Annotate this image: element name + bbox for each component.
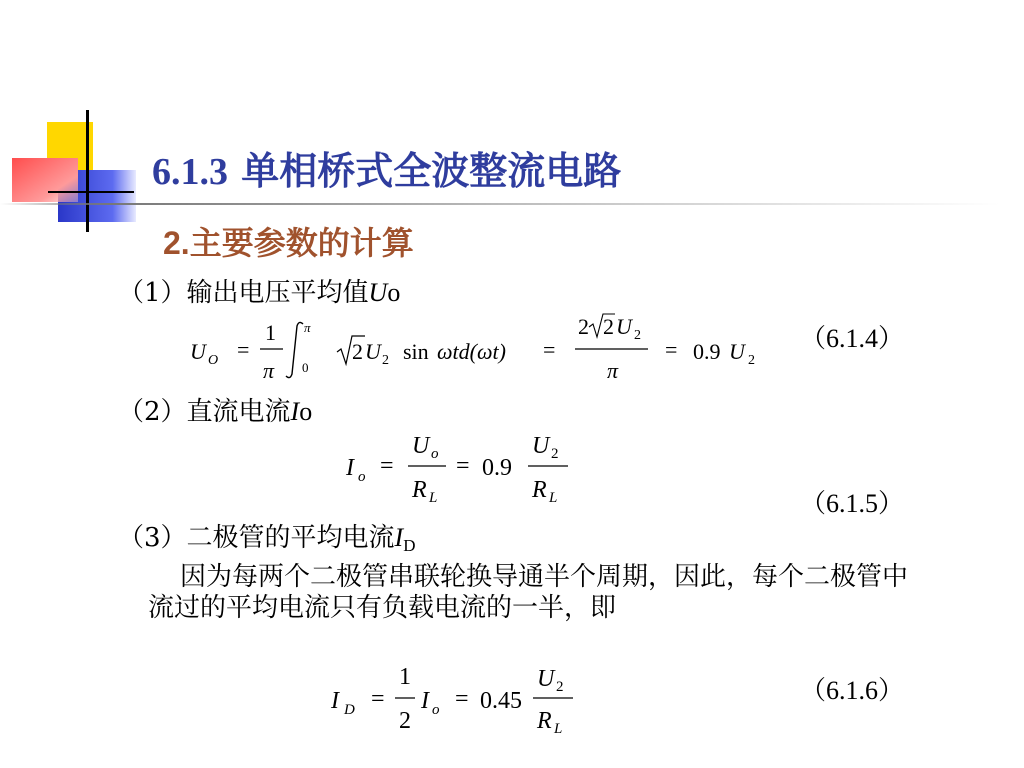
item-1-heading	[118, 278, 400, 308]
title-number: 6.1.3	[152, 151, 228, 193]
eq1-u: U	[365, 339, 381, 364]
eq1-frac-num: 1	[265, 320, 276, 345]
eq1-result-u: U	[729, 339, 745, 364]
eq2-coef: 0.9	[482, 455, 512, 481]
title-rule	[0, 203, 1024, 205]
eq1-frac2-sqrt: 2	[603, 314, 614, 339]
eq1-int-lower: 0	[302, 360, 309, 375]
eq1-sqrt-arg: 2	[352, 339, 363, 364]
eq2-equals-2: =	[456, 453, 470, 479]
eq3-mid-sub: o	[432, 702, 440, 718]
eq2-frac-den: R	[412, 477, 427, 503]
page-title	[152, 140, 621, 195]
item-3-label: （3）二极管的平均电流	[118, 523, 395, 553]
eq2-frac-num: U	[412, 433, 430, 459]
eq2-lhs-sub: o	[358, 469, 366, 485]
eq1-frac2-sub: 2	[634, 328, 641, 343]
section-heading	[163, 218, 414, 264]
eq1-sin: sin	[403, 339, 429, 364]
paragraph-text: 因为每两个二极管串联轮换导通半个周期，因此，每个二极管中流过的平均电流只有负载电流的一半，即	[148, 562, 909, 623]
eq3-frac-num: 1	[399, 664, 411, 690]
eq2-lhs: I	[346, 455, 354, 481]
item-1-suffix: o	[387, 278, 401, 307]
body-paragraph	[148, 562, 908, 624]
eq1-frac2-u: U	[616, 314, 632, 339]
eq1-result-sub: 2	[748, 353, 755, 368]
eq1-equals-3: =	[665, 337, 678, 362]
eq1-equals-1: =	[237, 337, 250, 362]
eq3-lhs: I	[331, 688, 339, 714]
eq2-frac2-den-sub: L	[549, 490, 558, 506]
eq2-frac-num-sub: o	[431, 446, 439, 462]
eq3-equals-2: =	[455, 686, 469, 712]
eq2-equals-1: =	[380, 453, 394, 479]
eq3-frac2-den: R	[537, 708, 552, 734]
equation-number-6-1-6: （6.1.6）	[800, 676, 905, 705]
decor-vertical-line	[86, 110, 89, 232]
item-2-symbol: I	[290, 397, 300, 426]
eq3-frac2-num-sub: 2	[556, 679, 564, 695]
decor-red-square	[12, 158, 78, 202]
eq1-frac-den: π	[263, 358, 275, 383]
item-2-heading	[118, 397, 312, 427]
eq2-frac2-den: R	[532, 477, 547, 503]
eq3-frac2-den-sub: L	[554, 721, 563, 737]
decor-horizontal-line	[48, 191, 134, 193]
eq1-lhs: U	[190, 339, 206, 364]
eq2-frac2-num-sub: 2	[551, 446, 559, 462]
item-2-suffix: o	[299, 397, 313, 426]
item-1-label: （1）输出电压平均值	[118, 278, 369, 308]
equation-6-1-5	[340, 427, 580, 509]
subtitle-number: 2.	[163, 225, 190, 261]
item-2-label: （2）直流电流	[118, 397, 291, 427]
eq1-lhs-sub: O	[208, 353, 219, 368]
title-text: 单相桥式全波整流电路	[241, 148, 622, 193]
item-3-heading	[118, 523, 416, 561]
eq3-frac2-num: U	[537, 666, 555, 692]
eq1-equals-2: =	[543, 337, 556, 362]
eq3-mid: I	[421, 688, 429, 714]
item-3-sub: D	[403, 536, 416, 555]
decor-corner	[0, 100, 160, 230]
eq2-frac2-num: U	[532, 433, 550, 459]
integral-icon	[286, 322, 303, 377]
eq1-omega-t: ωtd(ωt)	[437, 339, 506, 364]
item-1-symbol: U	[368, 278, 388, 307]
eq1-result-coef: 0.9	[693, 339, 721, 364]
eq3-lhs-sub: D	[344, 702, 355, 718]
eq1-frac2-den: π	[607, 358, 619, 383]
subtitle-text: 主要参数的计算	[189, 224, 414, 262]
eq3-coef: 0.45	[480, 688, 522, 714]
eq1-frac2-coef: 2	[578, 314, 589, 339]
eq1-u-sub: 2	[382, 353, 389, 368]
equation-6-1-4	[185, 312, 785, 387]
eq3-equals-1: =	[371, 686, 385, 712]
equation-number-6-1-4: （6.1.4）	[800, 324, 905, 353]
eq3-frac-den: 2	[399, 708, 411, 734]
equation-number-6-1-5: （6.1.5）	[800, 489, 905, 518]
equation-6-1-6	[325, 662, 585, 744]
item-3-symbol: I	[394, 523, 404, 552]
eq2-frac-den-sub: L	[429, 490, 438, 506]
eq1-int-upper: π	[304, 320, 311, 335]
